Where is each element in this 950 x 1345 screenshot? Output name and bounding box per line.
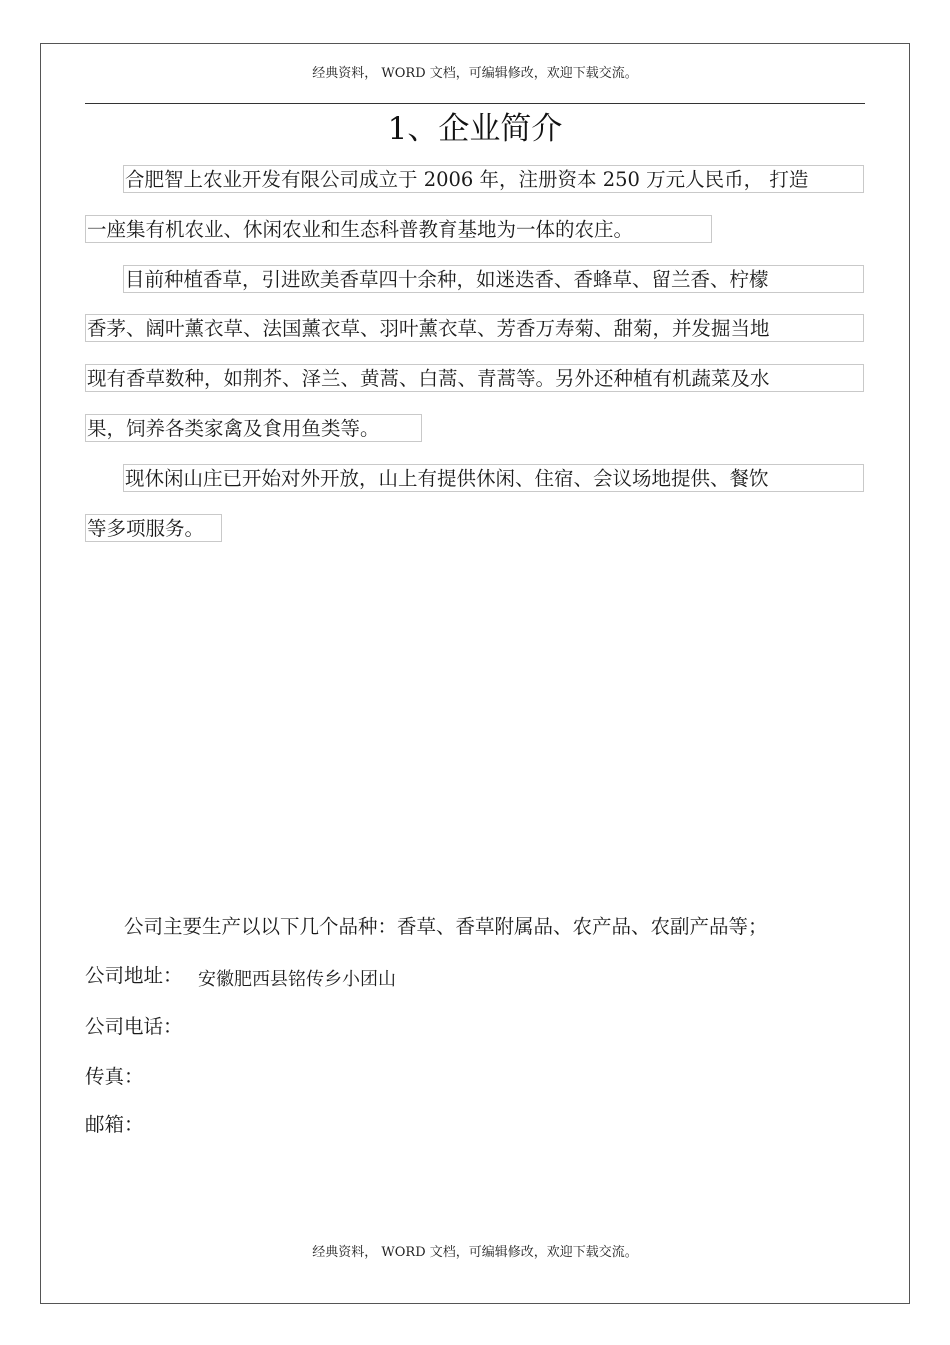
para3-line2: 等多项服务。	[85, 514, 222, 542]
address-label: 公司地址：	[85, 964, 183, 987]
address-value: 安徽肥西县铭传乡小团山	[198, 969, 396, 990]
para2-line2: 香茅、阔叶薰衣草、法国薰衣草、羽叶薰衣草、芳香万寿菊、甜菊，并发掘当地	[85, 314, 864, 342]
footer-note: 经典资料， WORD 文档，可编辑修改，欢迎下载交流。	[312, 1245, 638, 1260]
para2-line1: 目前种植香草，引进欧美香草四十余种，如迷迭香、香蜂草、留兰香、柠檬	[123, 265, 864, 293]
para2-line3: 现有香草数种，如荆芥、泽兰、黄蒿、白蒿、青蒿等。另外还种植有机蔬菜及水	[85, 364, 864, 392]
para1-line2: 一座集有机农业、休闲农业和生态科普教育基地为一体的农庄。	[85, 215, 712, 243]
page-title: 1、企业简介	[387, 111, 563, 147]
fax-label: 传真：	[85, 1065, 144, 1088]
phone-label: 公司电话：	[85, 1015, 183, 1038]
para3-line1: 现休闲山庄已开始对外开放，山上有提供休闲、住宿、会议场地提供、餐饮	[123, 464, 864, 492]
email-label: 邮箱：	[85, 1113, 144, 1136]
header-note: 经典资料， WORD 文档，可编辑修改，欢迎下载交流。	[312, 66, 638, 81]
products-line: 公司主要生产以以下几个品种：香草、香草附属品、农产品、农副产品等；	[124, 915, 768, 938]
para2-line4: 果，饲养各类家禽及食用鱼类等。	[85, 414, 422, 442]
header-divider	[85, 103, 865, 104]
para1-line1: 合肥智上农业开发有限公司成立于 2006 年，注册资本 250 万元人民币， 打造	[123, 165, 864, 193]
